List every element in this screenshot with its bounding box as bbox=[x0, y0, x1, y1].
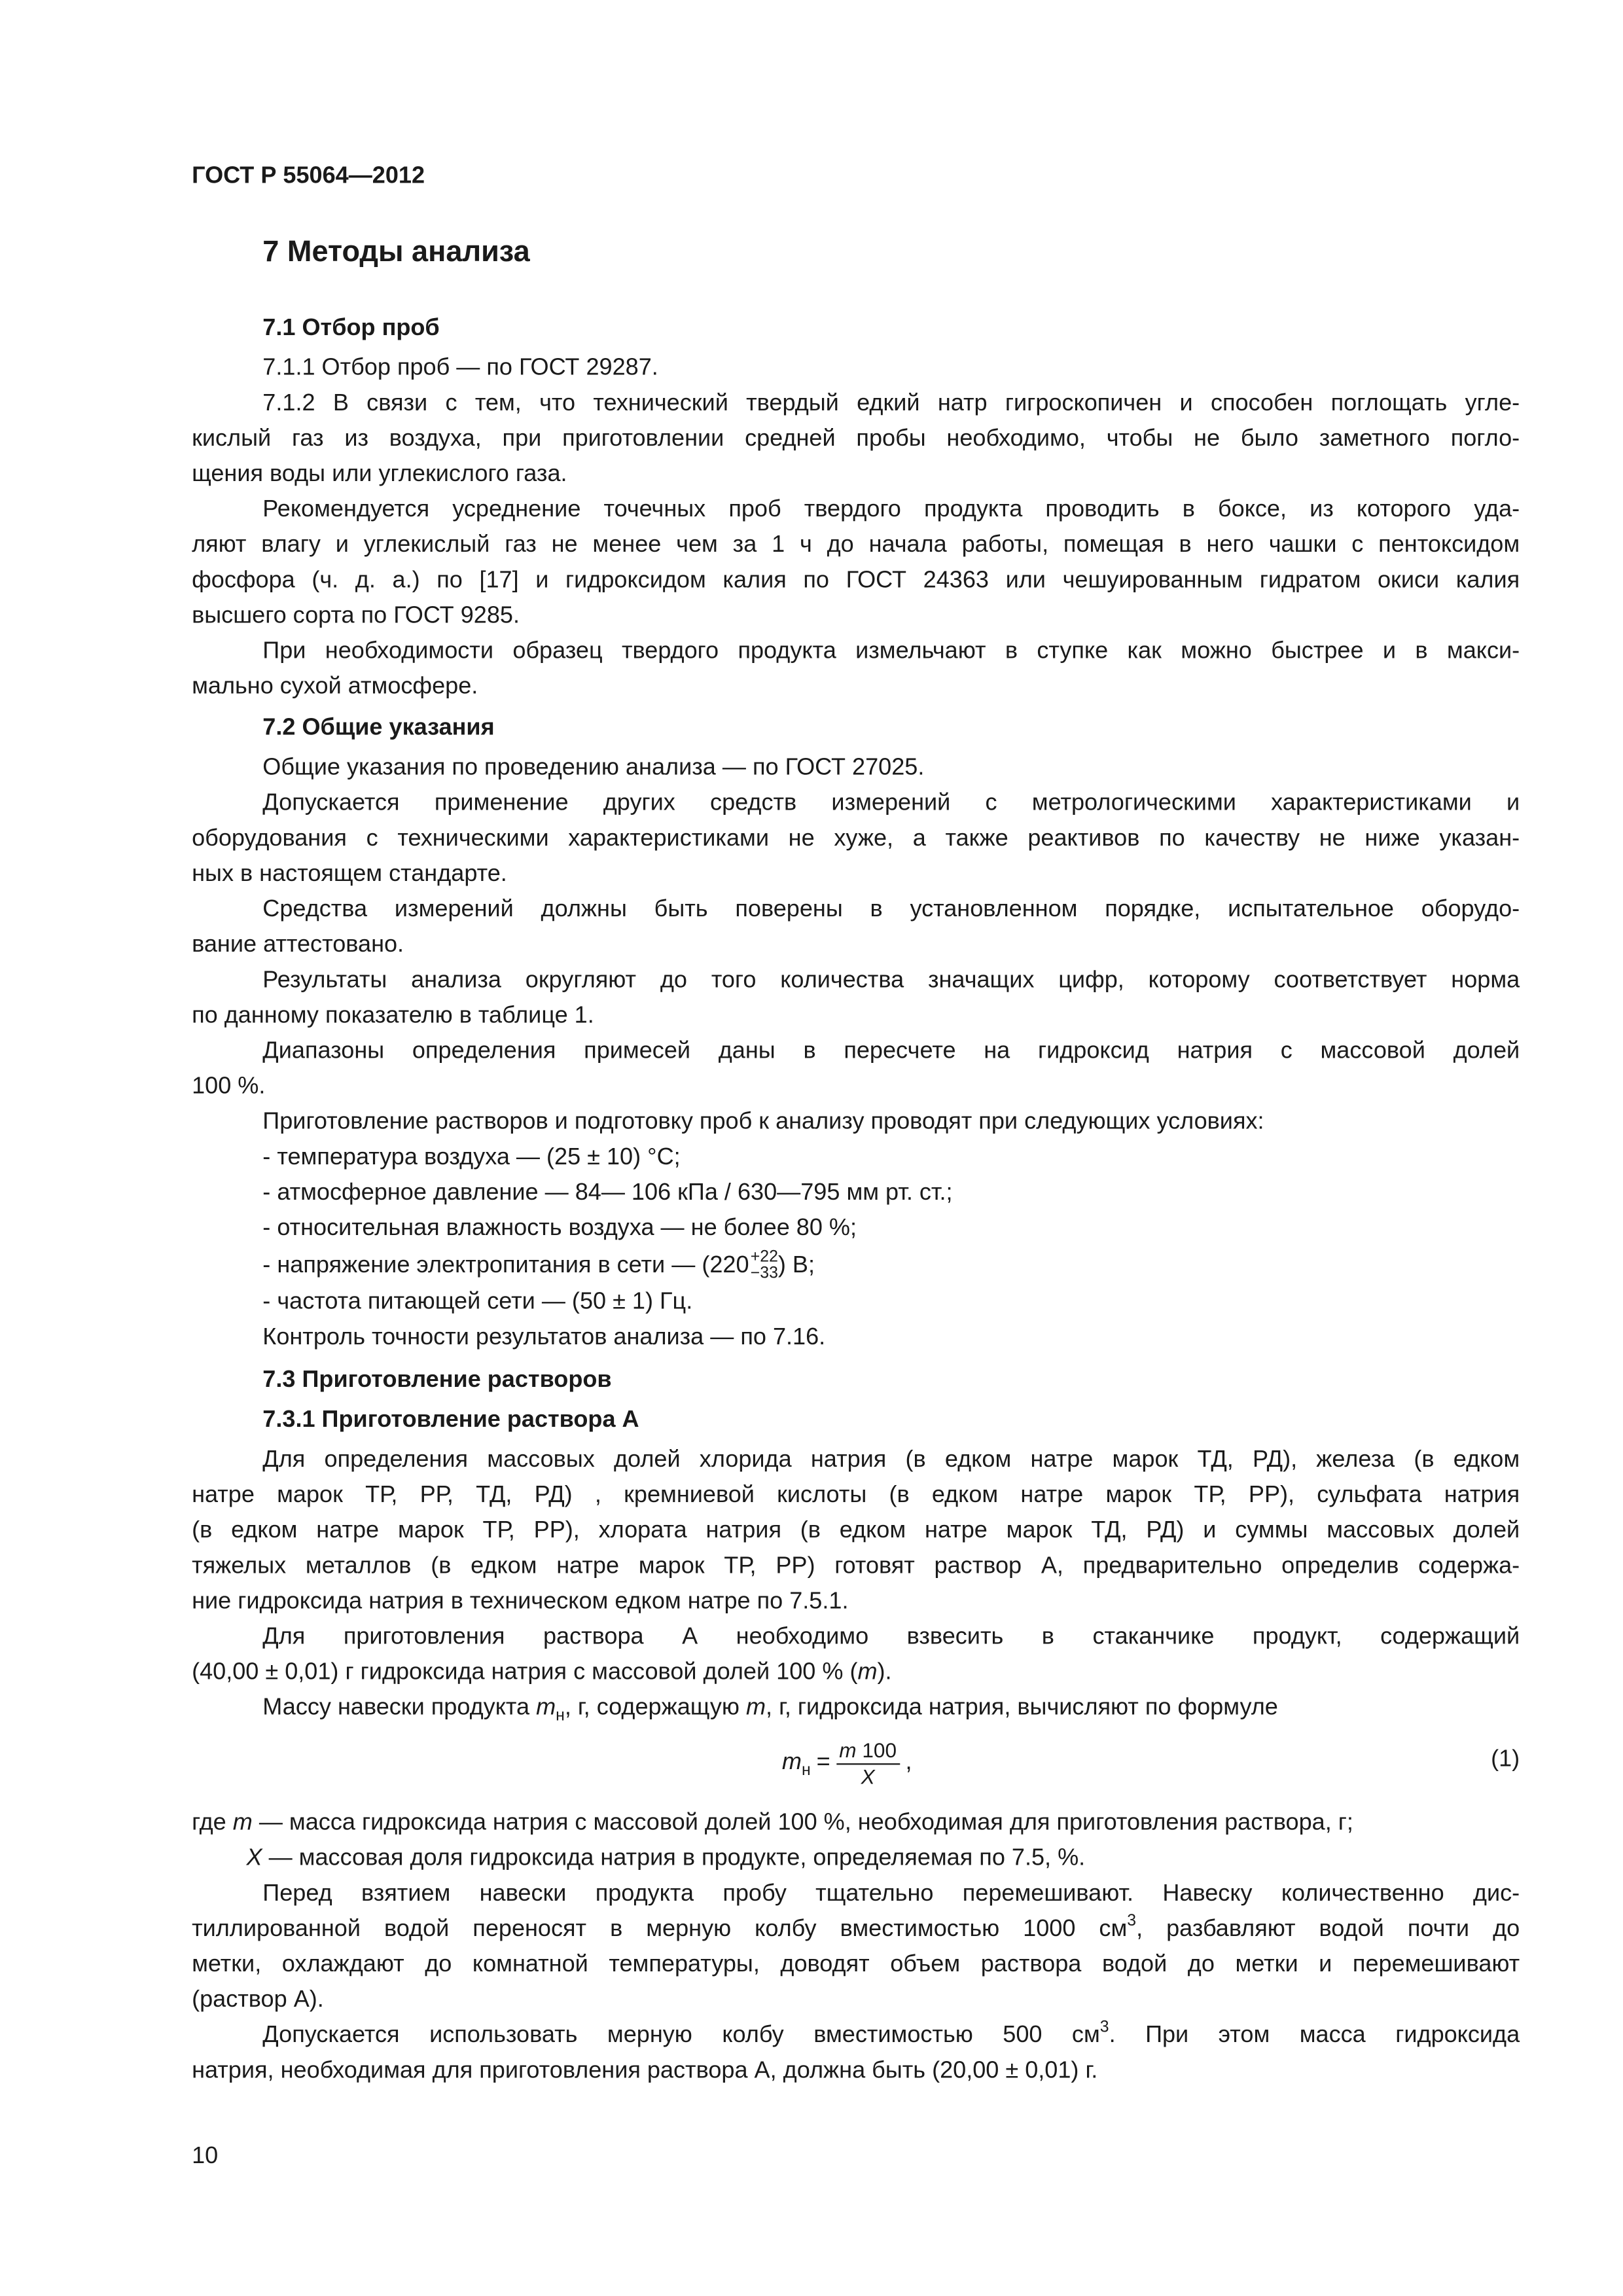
text-run: где bbox=[192, 1810, 233, 1836]
paragraph-line: (в едком натре марок ТР, РР), хлората натрия (в едком натре марок ТД, РД) и суммы массовых долей bbox=[192, 1518, 1520, 1544]
paragraph-line: Перед взятием навески продукта пробу тщательно перемешивают. Навеску количественно дис- bbox=[262, 1881, 1520, 1907]
tolerance-upper: +22 bbox=[750, 1248, 778, 1266]
section-title: 7 Методы анализа bbox=[262, 236, 530, 269]
text-run: ). bbox=[877, 1660, 892, 1685]
text-run: Допускается использовать мерную колбу вместимостью 500 см bbox=[262, 2022, 1100, 2049]
paragraph-line: вание аттестовано. bbox=[192, 932, 404, 958]
symbol-m: m bbox=[536, 1695, 556, 1721]
formula-lhs bbox=[781, 1749, 811, 1780]
paragraph: Приготовление растворов и подготовку проб к анализу проводят при следующих условиях: bbox=[262, 1109, 1264, 1135]
paragraph-line: Для приготовления раствора А необходимо взвесить в стаканчике продукт, содержащий bbox=[262, 1624, 1520, 1650]
symbol-m: m bbox=[781, 1749, 802, 1776]
subsection-title-7-2: 7.2 Общие указания bbox=[262, 715, 495, 741]
text-run: . При этом масса гидроксида bbox=[1109, 2022, 1520, 2049]
paragraph-line: щения воды или углекислого газа. bbox=[192, 461, 567, 487]
paragraph-line: кислый газ из воздуха, при приготовлении средней пробы необходимо, чтобы не было заметного погло- bbox=[192, 426, 1520, 452]
text-run: тиллированной водой переносят в мерную колбу вместимостью 1000 см bbox=[192, 1916, 1128, 1942]
paragraph-line: Рекомендуется усреднение точечных проб твердого продукта проводить в боксе, из которого уда- bbox=[262, 497, 1520, 523]
paragraph-line: При необходимости образец твердого продукта измельчают в ступке как можно быстрее и в макси- bbox=[262, 639, 1520, 664]
symbol-m: m bbox=[232, 1810, 253, 1836]
page-number: 10 bbox=[192, 2144, 219, 2170]
text-run: (40,00 ± 0,01) г гидроксида натрия с массовой долей 100 % ( bbox=[192, 1660, 858, 1685]
condition-item: - температура воздуха — (25 ± 10) °С; bbox=[262, 1145, 681, 1170]
superscript: 3 bbox=[1127, 1912, 1137, 1930]
superscript: 3 bbox=[1099, 2018, 1109, 2037]
paragraph-line: Средства измерений должны быть поверены в установленном порядке, испытательное оборудо- bbox=[262, 897, 1520, 923]
text-run: — масса гидроксида натрия с массовой долей 100 %, необходимая для приготовления раствора, г; bbox=[252, 1810, 1353, 1836]
formula bbox=[782, 1727, 912, 1801]
paragraph-line: тяжелых металлов (в едком натре марок ТР, РР) готовят раствор А, предварительно определив содержа- bbox=[192, 1553, 1520, 1579]
paragraph-line: мально сухой атмосфере. bbox=[192, 674, 478, 700]
paragraph-line: натре марок ТР, РР, ТД, РД) , кремниевой кислоты (в едком натре марок ТР, РР), сульфата натрия bbox=[192, 1482, 1520, 1509]
condition-item: - относительная влажность воздуха — не более 80 %; bbox=[262, 1215, 857, 1242]
fraction-denominator: X bbox=[861, 1764, 875, 1788]
paragraph-line: ляют влагу и углекислый газ не менее чем за 1 ч до начала работы, помещая в него чашки с пентоксидом bbox=[192, 532, 1520, 558]
paragraph-line bbox=[262, 1694, 1520, 1723]
paragraph-line: ных в настоящем стандарте. bbox=[192, 861, 507, 887]
paragraph-line bbox=[192, 1659, 1520, 1688]
paragraph-line: Для определения массовых долей хлорида натрия (в едком натре марок ТД, РД), железа (в едком bbox=[262, 1447, 1520, 1473]
subscript: н bbox=[556, 1707, 565, 1725]
paragraph-line bbox=[192, 1912, 1520, 1945]
document-code: ГОСТ Р 55064—2012 bbox=[192, 164, 425, 189]
paragraph-line: Результаты анализа округляют до того количества значащих цифр, которому соответствует норма bbox=[262, 967, 1520, 994]
paragraph: Общие указания по проведению анализа — по ГОСТ 27025. bbox=[262, 755, 925, 781]
text-run: , разбавляют водой почти до bbox=[1136, 1916, 1520, 1942]
symbol-m: m bbox=[839, 1737, 857, 1761]
where-line bbox=[192, 1809, 1520, 1839]
paragraph-line: Допускается применение других средств измерений с метрологическими характеристиками и bbox=[262, 791, 1520, 816]
paragraph-line bbox=[262, 2018, 1520, 2051]
equals-sign: = bbox=[816, 1749, 830, 1776]
subsection-title-7-1: 7.1 Отбор проб bbox=[262, 315, 440, 341]
condition-text: ) В; bbox=[777, 1253, 815, 1278]
symbol-x: X bbox=[246, 1846, 262, 1871]
paragraph-line: 100 %. bbox=[192, 1074, 266, 1100]
paragraph-line: натрия, необходимая для приготовления раствора А, должна быть (20,00 ± 0,01) г. bbox=[192, 2058, 1098, 2084]
tolerance-lower: −33 bbox=[750, 1265, 778, 1283]
paragraph-line: оборудования с техническими характеристиками не хуже, а также реактивов по качеству не ниже указан- bbox=[192, 826, 1520, 852]
condition-text: - напряжение электропитания в сети — (220 bbox=[262, 1253, 749, 1278]
symbol-m: m bbox=[857, 1660, 878, 1685]
paragraph-line: по данному показателю в таблице 1. bbox=[192, 1003, 594, 1029]
paragraph-line: 7.1.2 В связи с тем, что технический твердый едкий натр гигроскопичен и способен поглощать угле- bbox=[262, 391, 1520, 416]
paragraph-line: высшего сорта по ГОСТ 9285. bbox=[192, 603, 520, 629]
voltage-tolerance bbox=[751, 1250, 778, 1283]
subsubsection-title-7-3-1: 7.3.1 Приготовление раствора А bbox=[262, 1407, 639, 1433]
subsection-title-7-3: 7.3 Приготовление растворов bbox=[262, 1367, 612, 1393]
text-run: — массовая доля гидроксида натрия в продукте, определяемая по 7.5, %. bbox=[262, 1846, 1086, 1871]
where-line bbox=[247, 1844, 1575, 1874]
text-run: , г, гидроксида натрия, вычисляют по формуле bbox=[766, 1695, 1278, 1721]
paragraph: 7.1.1 Отбор проб — по ГОСТ 29287. bbox=[262, 355, 658, 381]
condition-item: - частота питающей сети — (50 ± 1) Гц. bbox=[262, 1289, 693, 1315]
paragraph-line: Диапазоны определения примесей даны в пересчете на гидроксид натрия с массовой долей bbox=[262, 1039, 1520, 1064]
text-run: , г, содержащую bbox=[564, 1695, 746, 1721]
formula-fraction bbox=[836, 1738, 900, 1789]
formula-comma: , bbox=[905, 1749, 912, 1776]
formula-block bbox=[192, 1727, 1520, 1801]
numerator-value: 100 bbox=[856, 1737, 897, 1761]
condition-item: - атмосферное давление — 84— 106 кПа / 630—795 мм рт. ст.; bbox=[262, 1180, 953, 1206]
subscript: н bbox=[801, 1761, 811, 1780]
formula-number: (1) bbox=[1491, 1747, 1520, 1772]
fraction-numerator bbox=[836, 1738, 900, 1765]
paragraph-line: фосфора (ч. д. а.) по [17] и гидроксидом калия по ГОСТ 24363 или чешуированным гидратом окиси калия bbox=[192, 567, 1520, 594]
paragraph: Контроль точности результатов анализа — по 7.16. bbox=[262, 1325, 826, 1350]
paragraph-line: метки, охлаждают до комнатной температуры, доводят объем раствора водой до метки и перемешивают bbox=[192, 1952, 1520, 1978]
paragraph-line: ние гидроксида натрия в техническом едком натре по 7.5.1. bbox=[192, 1589, 849, 1615]
condition-item bbox=[262, 1248, 1520, 1283]
paragraph-line: (раствор А). bbox=[192, 1987, 324, 2013]
symbol-m: m bbox=[745, 1695, 766, 1721]
text-run: Массу навески продукта bbox=[262, 1695, 537, 1721]
